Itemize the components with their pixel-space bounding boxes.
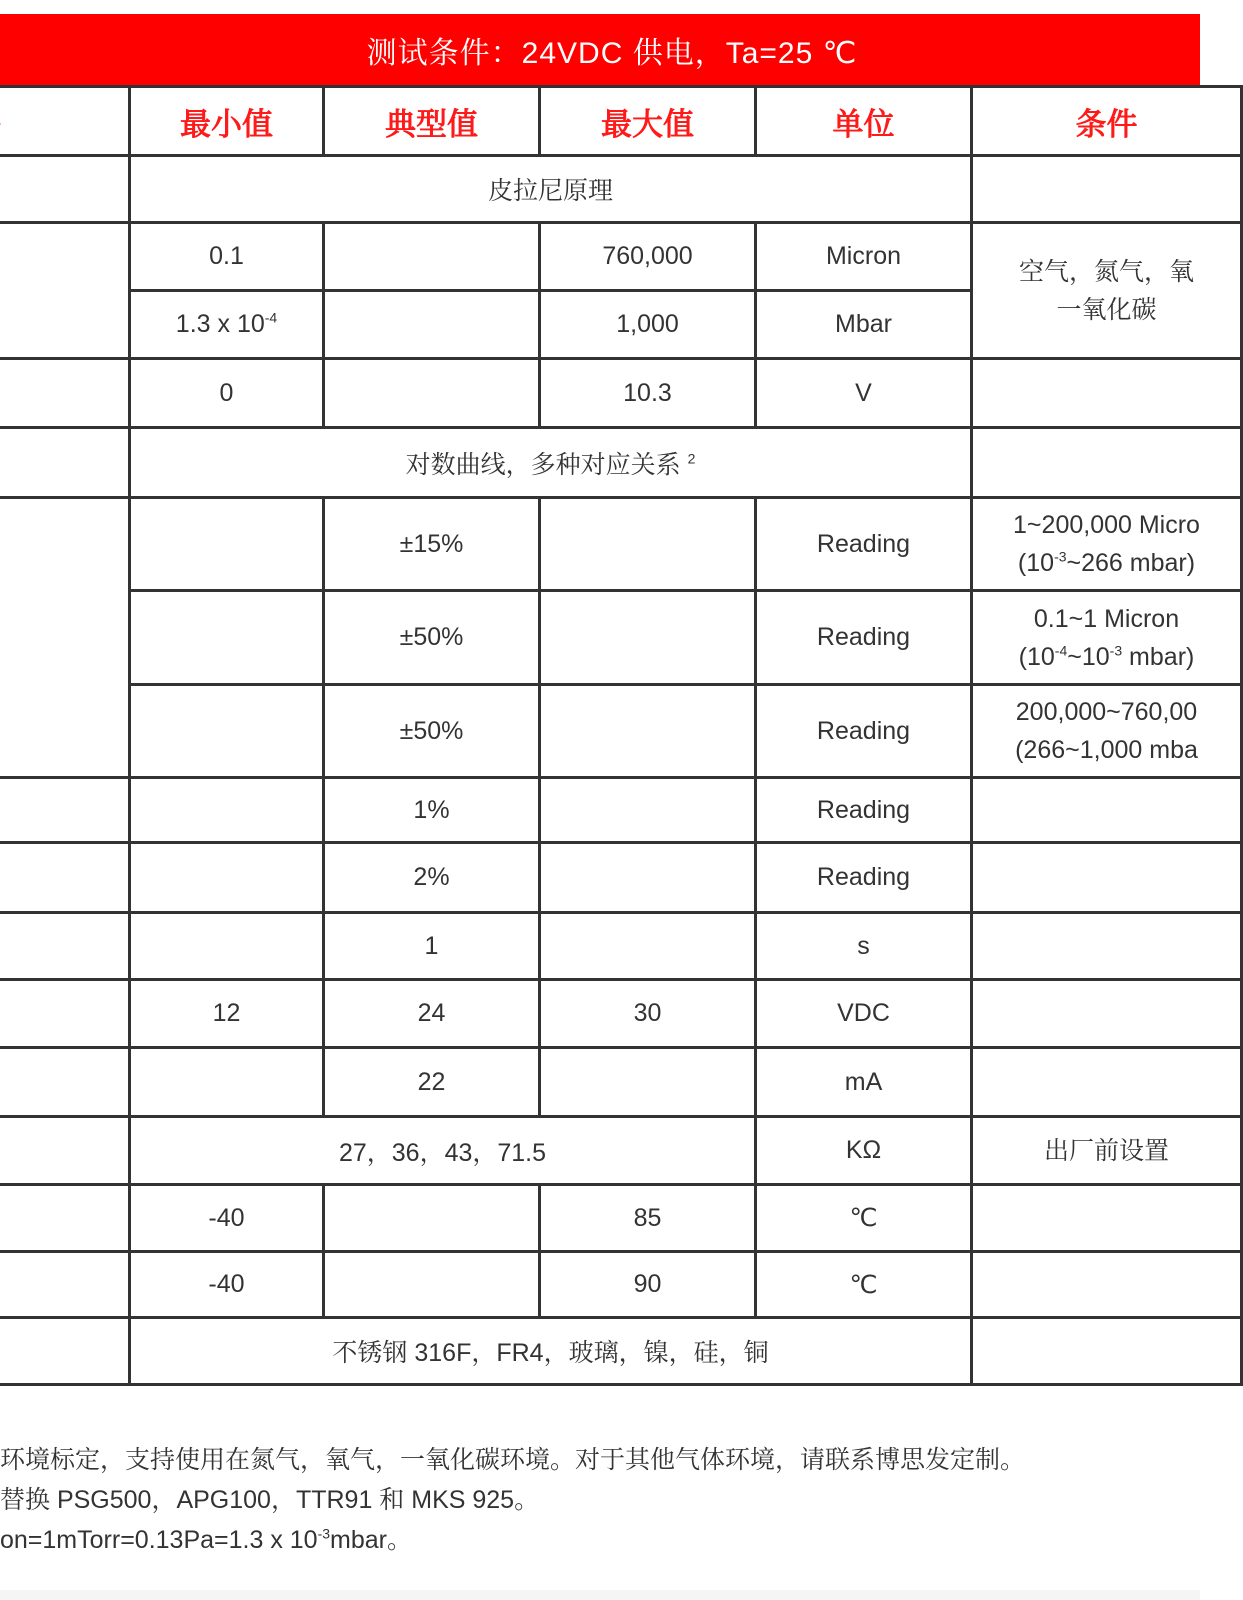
unit-cell: ℃ <box>756 1185 972 1252</box>
row-label <box>0 428 130 498</box>
resistance-values-cell: 27，36，43，71.5 <box>130 1117 756 1185</box>
condition-cell <box>972 778 1242 843</box>
footnotes <box>0 1440 1200 1560</box>
min-cell: -40 <box>130 1252 324 1318</box>
max-cell <box>540 1048 756 1117</box>
footnote-line: on=1mTorr=0.13Pa=1.3 x $10^{-3}mbar$。 <box>0 1525 412 1554</box>
condition-cell <box>972 980 1242 1048</box>
min-cell <box>130 913 324 980</box>
max-cell: 1,000 <box>540 291 756 359</box>
row-label <box>0 359 130 428</box>
condition-cell <box>972 359 1242 428</box>
principle-cell: 皮拉尼原理 <box>130 156 972 223</box>
max-cell: 10.3 <box>540 359 756 428</box>
banner-title: 测试条件：24VDC 供电，Ta=25 ℃ <box>366 36 858 70</box>
min-cell: 0.1 <box>130 223 324 291</box>
header-min: 最小值 <box>130 87 324 156</box>
max-cell <box>540 591 756 685</box>
condition-line: 1~200,000 Micro <box>1013 511 1200 539</box>
unit-cell: Mbar <box>756 291 972 359</box>
min-cell <box>130 778 324 843</box>
condition-line: ($10^{-4}\sim 10^{-3}$ mbar) <box>1018 642 1195 671</box>
bottom-edge <box>0 1590 1200 1600</box>
condition-line: 200,000~760,00 <box>1015 698 1198 726</box>
min-cell: 1.3 x $10^{-4}$ <box>130 291 324 359</box>
top-margin <box>0 0 1200 14</box>
table-row <box>0 980 1242 1048</box>
row-label <box>0 1117 130 1185</box>
footnote-line: 替换 PSG500，APG100，TTR91 和 MKS 925。 <box>0 1486 540 1514</box>
header-condition: 条件 <box>972 87 1242 156</box>
row-label <box>0 498 130 778</box>
table-row <box>0 156 1242 223</box>
row-label <box>0 156 130 223</box>
unit-cell: Reading <box>756 778 972 843</box>
spec-table-wrapper <box>0 85 1200 1410</box>
condition-cell <box>972 1048 1242 1117</box>
condition-cell <box>972 498 1242 591</box>
table-row <box>0 498 1242 591</box>
row-label <box>0 1185 130 1252</box>
condition-cell <box>972 913 1242 980</box>
condition-cell <box>972 843 1242 913</box>
footnote-line: 环境标定，支持使用在氮气，氧气，一氧化碳环境。对于其他气体环境，请联系博思发定制。 <box>0 1446 1026 1474</box>
condition-cell <box>972 428 1242 498</box>
row-label <box>0 1318 130 1385</box>
table-row <box>0 359 1242 428</box>
typ-cell: 2% <box>324 843 540 913</box>
table-row <box>0 1185 1242 1252</box>
condition-cell <box>972 1185 1242 1252</box>
typ-cell: 1% <box>324 778 540 843</box>
table-row <box>0 1252 1242 1318</box>
spec-table <box>0 85 1243 1386</box>
min-cell <box>130 685 324 778</box>
typ-cell: 1 <box>324 913 540 980</box>
min-cell: -40 <box>130 1185 324 1252</box>
min-cell <box>130 843 324 913</box>
table-row <box>0 1048 1242 1117</box>
unit-cell: s <box>756 913 972 980</box>
unit-cell: VDC <box>756 980 972 1048</box>
condition-cell <box>972 1252 1242 1318</box>
max-cell <box>540 913 756 980</box>
typ-cell <box>324 359 540 428</box>
max-cell <box>540 778 756 843</box>
unit-cell: mA <box>756 1048 972 1117</box>
row-label <box>0 1048 130 1117</box>
row-label <box>0 1252 130 1318</box>
typ-cell <box>324 1185 540 1252</box>
typ-cell: ±50% <box>324 685 540 778</box>
condition-cell: 出厂前设置 <box>972 1117 1242 1185</box>
typ-cell: 24 <box>324 980 540 1048</box>
row-label <box>0 778 130 843</box>
table-row <box>0 428 1242 498</box>
unit-cell: Reading <box>756 591 972 685</box>
condition-cell <box>972 1318 1242 1385</box>
typ-cell: 22 <box>324 1048 540 1117</box>
max-cell <box>540 685 756 778</box>
table-row <box>0 591 1242 685</box>
header-row <box>0 87 1242 156</box>
table-row <box>0 223 1242 291</box>
typ-cell: ±15% <box>324 498 540 591</box>
max-cell <box>540 498 756 591</box>
row-label <box>0 843 130 913</box>
condition-line: 一氧化碳 <box>1056 295 1157 324</box>
typ-cell: ±50% <box>324 591 540 685</box>
max-cell <box>540 843 756 913</box>
max-cell: 30 <box>540 980 756 1048</box>
condition-cell <box>972 156 1242 223</box>
unit-cell: Micron <box>756 223 972 291</box>
table-row <box>0 778 1242 843</box>
max-cell: 85 <box>540 1185 756 1252</box>
condition-cell <box>972 685 1242 778</box>
test-condition-banner <box>0 14 1200 85</box>
unit-cell: Reading <box>756 498 972 591</box>
condition-line: 0.1~1 Micron <box>1033 604 1180 633</box>
materials-cell: 不锈钢 316F，FR4，玻璃，镍，硅，铜 <box>130 1318 972 1385</box>
table-row <box>0 1318 1242 1385</box>
header-typ: 典型值 <box>324 87 540 156</box>
curve-cell: 对数曲线，多种对应关系 $^2$ <box>130 428 972 498</box>
unit-cell: ℃ <box>756 1252 972 1318</box>
unit-cell: Reading <box>756 685 972 778</box>
unit-cell: V <box>756 359 972 428</box>
min-cell <box>130 591 324 685</box>
unit-cell: KΩ <box>756 1117 972 1185</box>
condition-line: ($10^{-3}\sim 266$ mbar) <box>1017 548 1196 577</box>
table-row <box>0 913 1242 980</box>
row-label <box>0 223 130 359</box>
min-cell: 12 <box>130 980 324 1048</box>
header-name <box>0 87 130 156</box>
min-cell: 0 <box>130 359 324 428</box>
max-cell: 90 <box>540 1252 756 1318</box>
min-cell <box>130 498 324 591</box>
row-label <box>0 980 130 1048</box>
condition-cell <box>972 591 1242 685</box>
unit-cell: Reading <box>756 843 972 913</box>
typ-cell <box>324 291 540 359</box>
table-row <box>0 685 1242 778</box>
min-cell <box>130 1048 324 1117</box>
header-unit: 单位 <box>756 87 972 156</box>
header-max: 最大值 <box>540 87 756 156</box>
typ-cell <box>324 223 540 291</box>
condition-line: (266~1,000 mba <box>1015 736 1198 764</box>
max-cell: 760,000 <box>540 223 756 291</box>
table-row <box>0 1117 1242 1185</box>
table-row <box>0 843 1242 913</box>
condition-cell <box>972 223 1242 359</box>
typ-cell <box>324 1252 540 1318</box>
condition-line: 空气，氮气，氧 <box>1018 257 1194 286</box>
row-label <box>0 913 130 980</box>
